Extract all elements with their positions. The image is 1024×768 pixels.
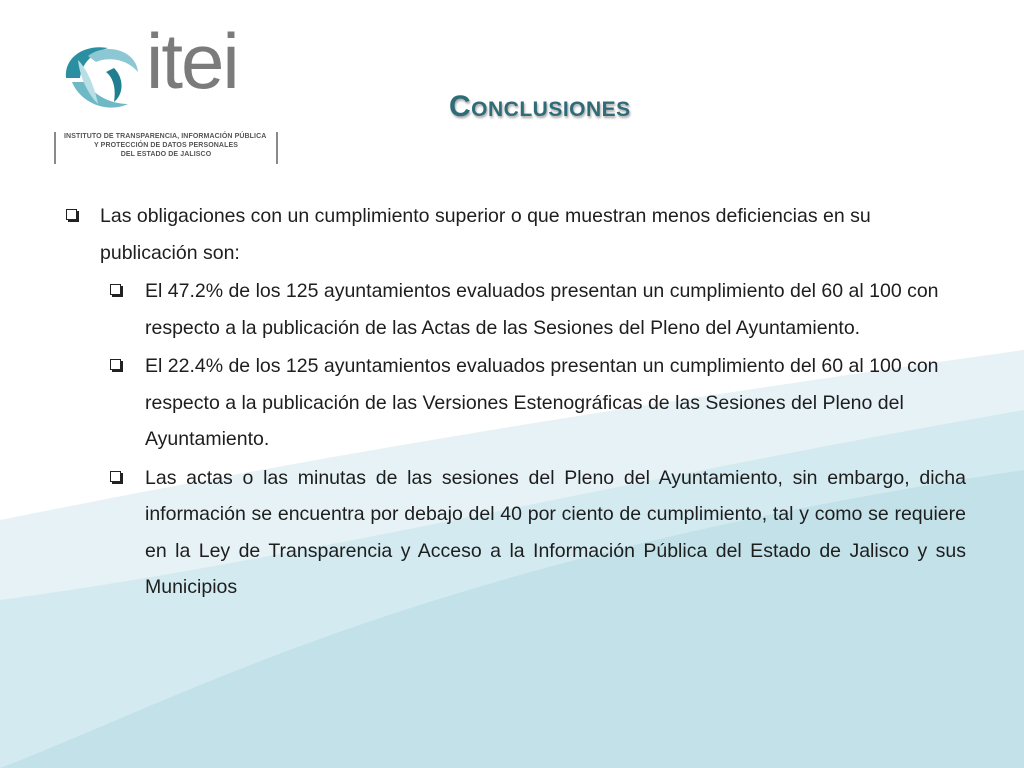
logo-wordmark: itei: [146, 17, 238, 105]
bullet-text: El 22.4% de los 125 ayuntamientos evaluados presentan un cumplimiento del 60 al 100 con respecto a la publicación de las Versiones Estenográficas de las Sesiones del Pleno del Ayuntamiento.: [145, 355, 939, 450]
bullet-item-sub-3: [60, 460, 966, 606]
itei-logo: [52, 17, 282, 168]
bullet-item-sub-1: [60, 273, 966, 346]
checkbox-bullet-icon: [110, 471, 121, 482]
checkbox-bullet-icon: [110, 284, 121, 295]
logo-swirl-icon: [58, 38, 140, 120]
logo-subtitle-line: INSTITUTO DE TRANSPARENCIA, INFORMACIÓN PÚBLICA: [64, 133, 267, 140]
bullet-item-sub-2: [60, 348, 966, 458]
checkbox-bullet-icon: [66, 209, 77, 220]
slide-title: Conclusiones: [449, 90, 631, 123]
bullet-text: Las obligaciones con un cumplimiento superior o que muestran menos deficiencias en su publicación son:: [100, 205, 871, 264]
bullet-text: Las actas o las minutas de las sesiones del Pleno del Ayuntamiento, sin embargo, dicha información se encuentra por debajo del 40 por ciento de cumplimiento, tal y como se requiere en la Ley de Transparencia y Acceso a la Información Pública del Estado de Jalisco y sus Municipios: [145, 466, 966, 598]
logo-subtitle: [54, 132, 278, 164]
checkbox-bullet-icon: [110, 359, 121, 370]
logo-subtitle-line: Y PROTECCIÓN DE DATOS PERSONALES: [94, 142, 238, 149]
bullet-item-main: [60, 198, 966, 271]
logo-subtitle-line: DEL ESTADO DE JALISCO: [120, 151, 212, 158]
bullet-text: El 47.2% de los 125 ayuntamientos evaluados presentan un cumplimiento del 60 al 100 con respecto a la publicación de las Actas de las Sesiones del Pleno del Ayuntamiento.: [145, 280, 939, 339]
slide-content: [60, 198, 966, 606]
